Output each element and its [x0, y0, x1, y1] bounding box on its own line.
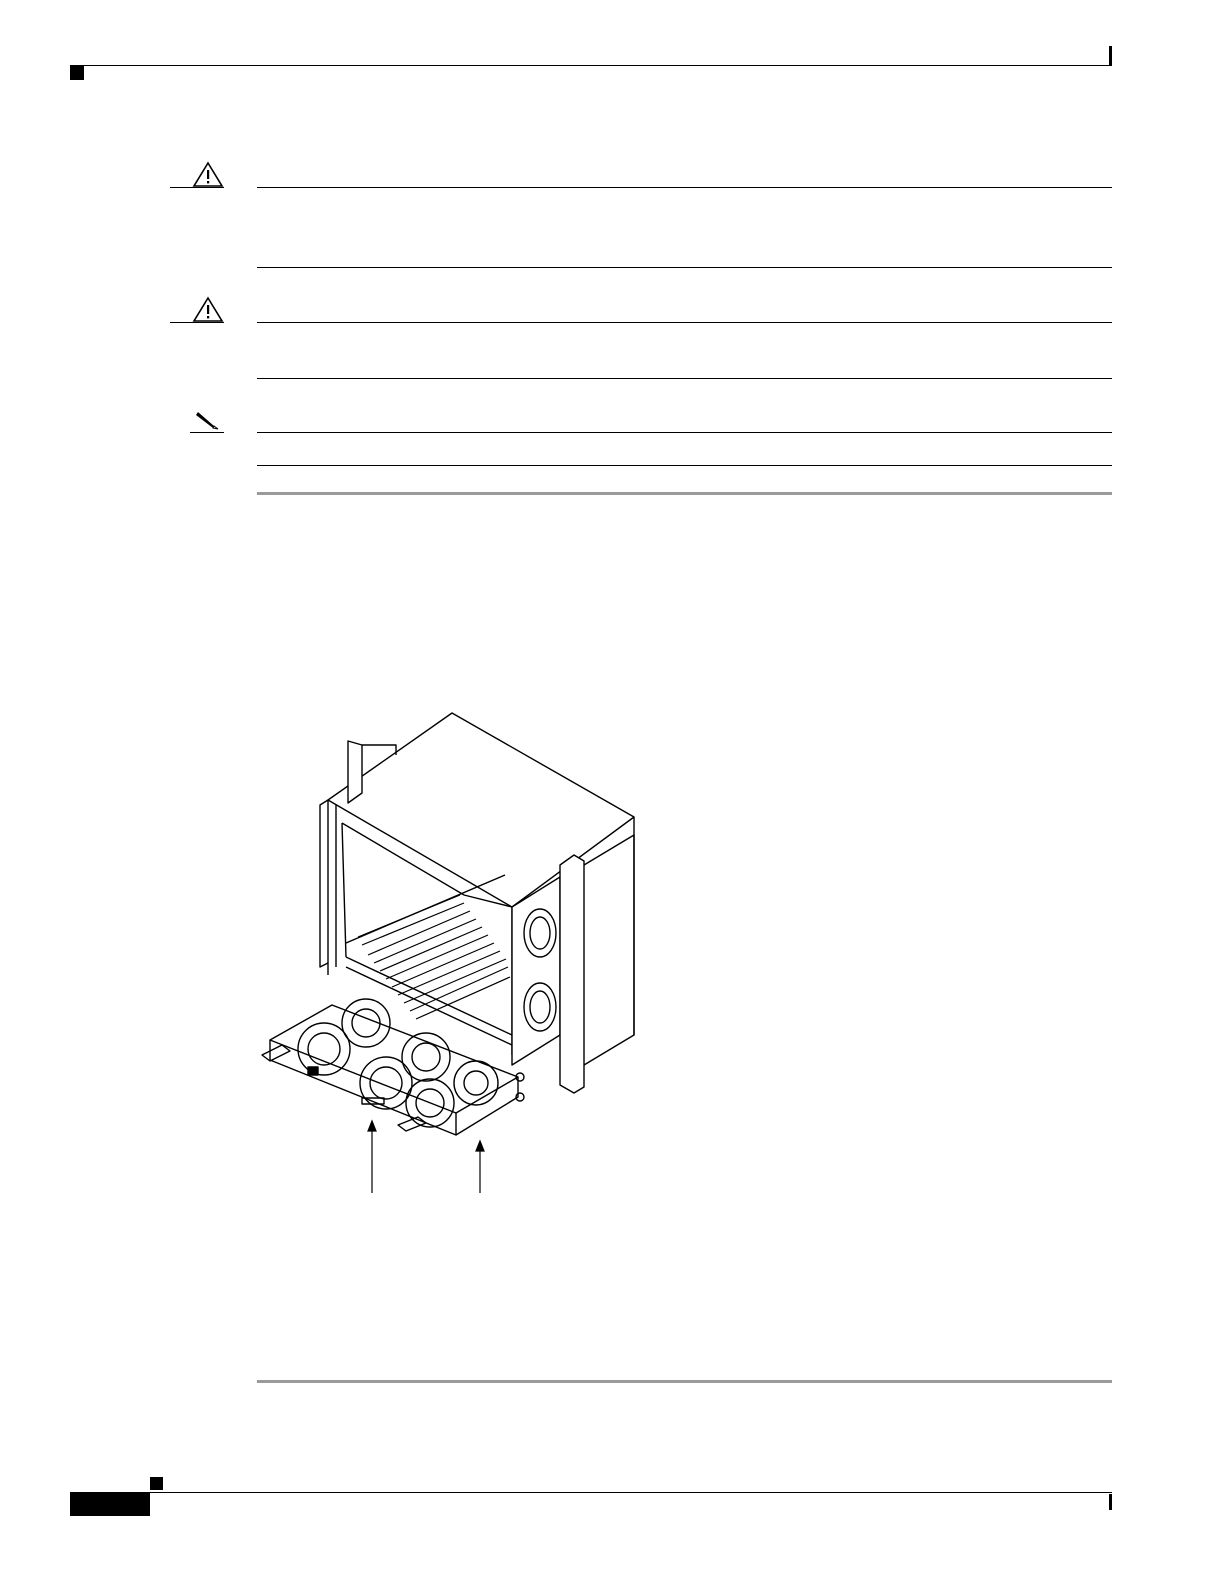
caution-1-bottom-rule	[257, 267, 1112, 268]
footer-rule	[70, 1492, 1112, 1493]
note-bottom-rule	[257, 465, 1112, 466]
caution-2-bottom-rule	[257, 378, 1112, 379]
section-separator-bottom	[257, 1380, 1112, 1383]
caution-triangle-icon	[191, 295, 225, 323]
note-top-rule	[257, 432, 1112, 433]
note-icon-rule	[190, 432, 224, 433]
caution-2-icon-rule	[170, 322, 224, 323]
header-right-tick	[1109, 46, 1112, 66]
caution-2-top-rule	[257, 322, 1112, 323]
footer-page-tab	[70, 1492, 150, 1516]
chassis-fan-tray-illustration	[250, 705, 650, 1195]
header-corner-mark	[70, 66, 84, 80]
footer-square-mark	[150, 1477, 163, 1490]
caution-1-top-rule	[257, 187, 1112, 188]
note-pencil-icon	[190, 408, 224, 432]
caution-triangle-icon	[191, 160, 225, 188]
footer-right-tick	[1109, 1494, 1112, 1510]
caution-1-icon-rule	[170, 187, 224, 188]
section-separator-top	[257, 492, 1112, 495]
header-rule	[70, 65, 1112, 66]
